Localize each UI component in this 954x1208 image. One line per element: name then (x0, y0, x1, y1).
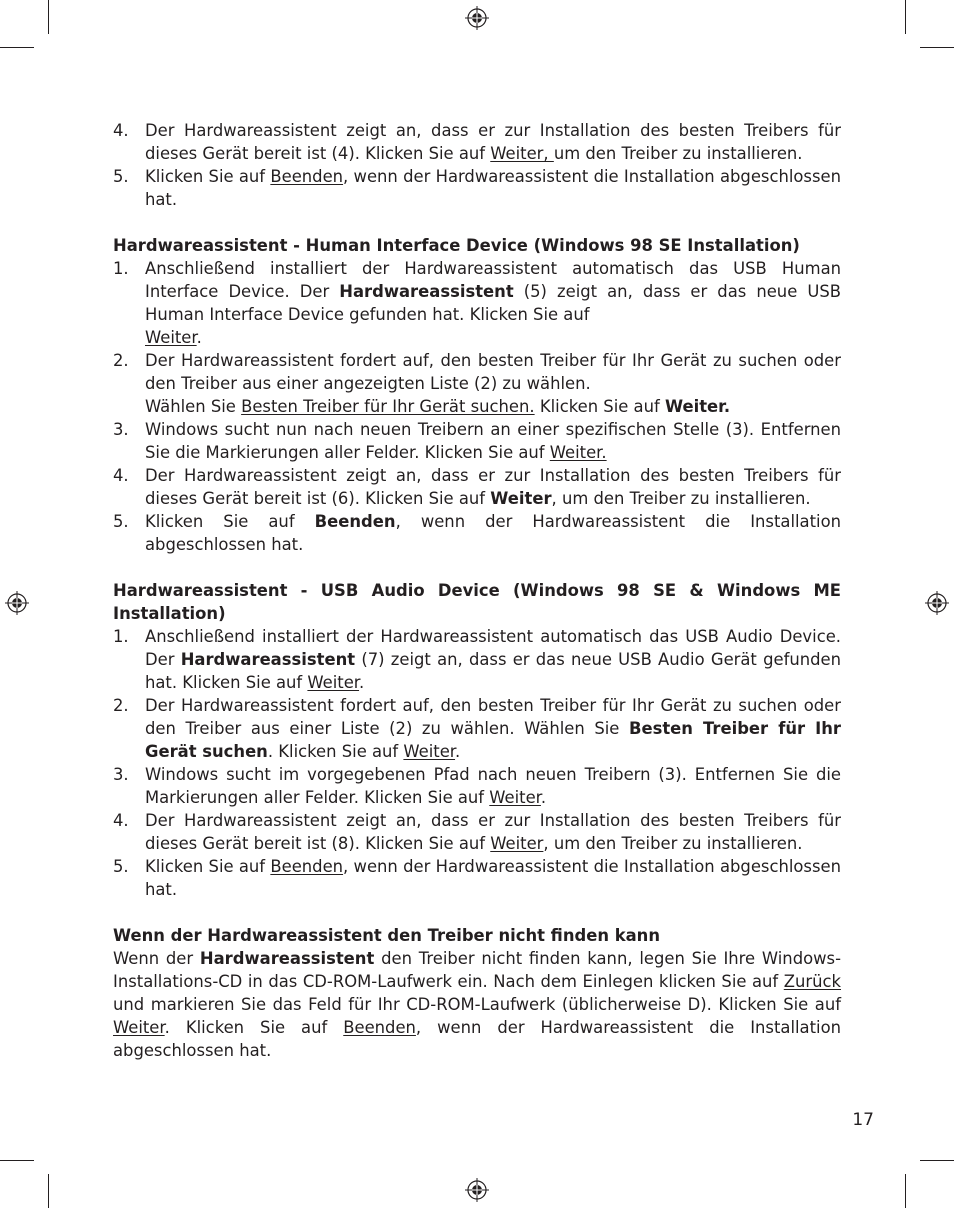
page-content (113, 119, 841, 1062)
registration-mark-icon (5, 591, 29, 615)
list-number: 2. (113, 351, 129, 370)
item-text: . (540, 788, 547, 807)
item-text: Der Hardwareassistent zeigt an, dass er zur Installation des besten Treibers für dieses Gerät bereit ist (6). Klicken Sie auf (145, 466, 841, 508)
intro-list (113, 119, 841, 211)
list-number: 4. (113, 466, 129, 485)
weiter-link[interactable]: Weiter, (490, 144, 554, 163)
section-driver-not-found (113, 924, 841, 1062)
item-text: . Klicken Sie auf (267, 742, 404, 761)
list-item (113, 625, 841, 694)
item-text: . (359, 673, 365, 692)
paragraph-text: . Klicken Sie auf (164, 1018, 344, 1037)
item-text: Der Hardwareassistent fordert auf, den besten Treiber für Ihr Gerät zu suchen oder den Treiber aus einer Liste (2) zu wählen. Wählen Sie (145, 696, 841, 738)
item-text: , wenn der Hardwareassistent die Installation abgeschlossen hat. (145, 857, 841, 899)
section-heading: Hardwareassistent - Human Interface Device (Windows 98 SE Installation) (113, 236, 800, 255)
crop-mark (48, 0, 49, 34)
item-text: . (196, 328, 202, 347)
paragraph (113, 947, 841, 1062)
item-text: Klicken Sie auf (145, 167, 271, 186)
weiter-link[interactable]: Weiter (489, 788, 541, 807)
crop-mark (920, 1160, 954, 1161)
item-text: . (455, 742, 461, 761)
item-text: (5) zeigt an, dass er das neue USB Human Interface Device gefunden hat. Klicken Sie auf (145, 282, 841, 324)
registration-mark-icon (925, 591, 949, 615)
beenden-link[interactable]: Beenden (343, 1018, 416, 1037)
item-text: Der Hardwareassistent zeigt an, dass er zur Installation des besten Treibers für dieses Gerät bereit ist (4). Klicken Sie auf (145, 121, 841, 163)
bold-term: Hardwareassistent (199, 949, 375, 968)
list-number: 5. (113, 512, 129, 531)
item-text: Der Hardwareassistent fordert auf, den besten Treiber für Ihr Gerät zu suchen oder den Treiber aus einer angezeigten Liste (2) zu wählen. (145, 351, 841, 393)
list-number: 1. (113, 627, 129, 646)
list-item (113, 510, 841, 556)
list-number: 4. (113, 121, 129, 140)
bold-term: Hardwareassistent (180, 650, 356, 669)
bold-term: Beenden (314, 512, 396, 531)
section-usb-audio-device (113, 579, 841, 901)
item-text: Anschließend installiert der Hardwareassistent automatisch das USB Human Interface Device. Der (145, 259, 841, 301)
paragraph-text: den Treiber nicht finden kann, legen Sie Ihre Windows-Installations-CD in das CD-ROM-Laufwerk ein. Nach dem Einlegen klicken Sie auf (113, 949, 841, 991)
crop-mark (905, 1174, 906, 1208)
list-number: 5. (113, 167, 129, 186)
crop-mark (0, 47, 34, 48)
bold-term: Weiter. (664, 397, 731, 416)
steps-list (113, 625, 841, 901)
weiter-link[interactable]: Weiter (403, 742, 456, 761)
weiter-link[interactable]: Weiter (490, 834, 544, 853)
item-text: Klicken Sie auf (145, 512, 315, 531)
crop-mark (905, 0, 906, 34)
crop-mark (0, 1160, 34, 1161)
zurueck-link[interactable]: Zurück (783, 972, 841, 991)
list-item (113, 694, 841, 763)
list-number: 2. (113, 696, 129, 715)
item-text: Klicken Sie auf (534, 397, 665, 416)
beenden-link[interactable]: Beenden (270, 857, 344, 876)
list-item (113, 257, 841, 349)
bold-term: Besten Treiber für Ihr Gerät suchen (145, 719, 842, 761)
section-human-interface-device (113, 234, 841, 556)
list-item (113, 418, 841, 464)
weiter-link[interactable]: Weiter (307, 673, 360, 692)
list-number: 4. (113, 811, 129, 830)
list-number: 1. (113, 259, 129, 278)
section-heading: Wenn der Hardwareassistent den Treiber nicht finden kann (113, 926, 661, 945)
paragraph-text: , wenn der Hardwareassistent die Installation abgeschlossen hat. (113, 1018, 841, 1060)
crop-mark (920, 47, 954, 48)
best-driver-link[interactable]: Besten Treiber für Ihr Gerät suchen. (241, 397, 535, 416)
list-item (113, 165, 841, 211)
item-text: Anschließend installiert der Hardwareassistent automatisch das USB Audio Device. Der (145, 627, 841, 669)
weiter-link[interactable]: Weiter. (549, 443, 607, 462)
item-text: Windows sucht im vorgegebenen Pfad nach neuen Treibern (3). Entfernen Sie die Markierungen aller Felder. Klicken Sie auf (145, 765, 841, 807)
section-heading: Hardwareassistent - USB Audio Device (Windows 98 SE & Windows ME Installation) (113, 581, 841, 623)
page-number: 17 (852, 1110, 874, 1130)
registration-mark-icon (465, 6, 489, 30)
crop-mark (48, 1174, 49, 1208)
item-text: , wenn der Hardwareassistent die Installation abgeschlossen hat. (145, 512, 841, 554)
item-text: (7) zeigt an, dass er das neue USB Audio Gerät gefunden hat. Klicken Sie auf (145, 650, 842, 692)
list-item (113, 763, 841, 809)
item-text: Klicken Sie auf (145, 857, 271, 876)
item-text: Wählen Sie (145, 397, 242, 416)
weiter-link[interactable]: Weiter (113, 1018, 165, 1037)
item-text: , um den Treiber zu installieren. (551, 489, 811, 508)
steps-list (113, 257, 841, 556)
item-text: um den Treiber zu installieren. (553, 144, 803, 163)
weiter-link[interactable]: Weiter (145, 328, 197, 347)
list-item (113, 464, 841, 510)
item-text: , wenn der Hardwareassistent die Installation abgeschlossen hat. (145, 167, 841, 209)
beenden-link[interactable]: Beenden (270, 167, 344, 186)
list-number: 3. (113, 420, 129, 439)
list-number: 5. (113, 857, 129, 876)
list-item (113, 119, 841, 165)
item-text: Der Hardwareassistent zeigt an, dass er zur Installation des besten Treibers für dieses Gerät bereit ist (8). Klicken Sie auf (145, 811, 841, 853)
list-item (113, 809, 841, 855)
item-text: Windows sucht nun nach neuen Treibern an einer spezifischen Stelle (3). Entfernen Sie die Markierungen aller Felder. Klicken Sie auf (145, 420, 841, 462)
registration-mark-icon (465, 1178, 489, 1202)
bold-term: Hardwareassistent (339, 282, 514, 301)
bold-term: Weiter (490, 489, 552, 508)
list-item (113, 349, 841, 418)
item-text: , um den Treiber zu installieren. (543, 834, 803, 853)
paragraph-text: Wenn der (113, 949, 200, 968)
paragraph-text: und markieren Sie das Feld für Ihr CD-ROM-Laufwerk (üblicherweise D). Klicken Sie auf (113, 995, 841, 1014)
list-item (113, 855, 841, 901)
list-number: 3. (113, 765, 129, 784)
